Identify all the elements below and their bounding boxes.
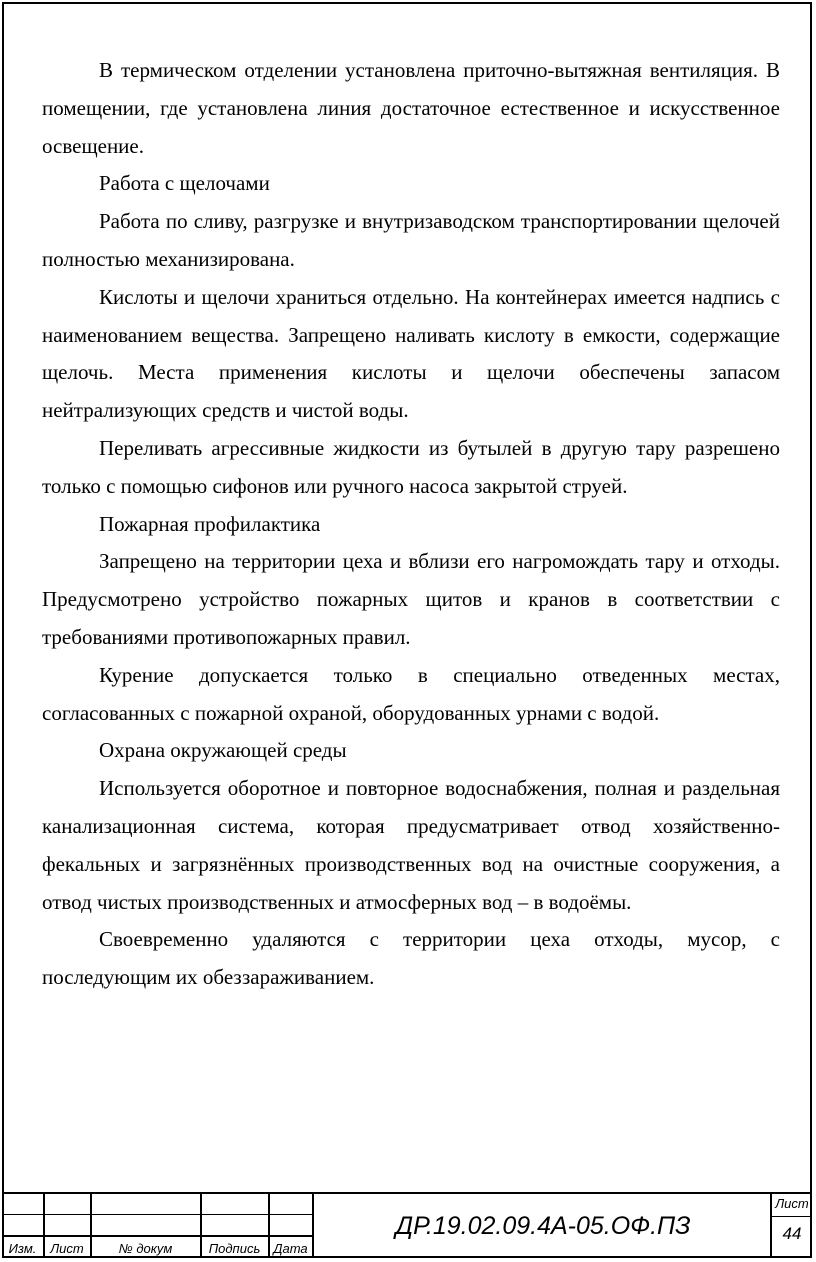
paragraph-waste-removal: Своевременно удаляются с территории цеха отходы, мусор, с последующим их обеззараживанием.	[42, 927, 780, 990]
paragraph-alkali-handling: Работа по сливу, разгрузке и внутризаводском транспортировании щелочей полностью механизирована.	[42, 209, 780, 271]
document-code: ДР.19.02.09.4А-05.ОФ.ПЗ	[395, 1211, 691, 1240]
column-label-date: Дата	[273, 1241, 308, 1256]
column-label-document-number: № докум	[118, 1241, 173, 1256]
column-label-signature: Подпись	[208, 1241, 261, 1256]
paragraph-acid-storage: Кислоты и щелочи храниться отдельно. На контейнерах имеется надпись с наименованием вещества. Запрещено наливать кислоту в емкости, содержащие щелочь. Места применения кислоты и щелочи обеспечены запасом нейтрализующих средств и чистой воды.	[42, 284, 780, 423]
paragraph-smoking: Курение допускается только в специально отведенных местах, согласованных с пожарной охраной, оборудованных урнами с водой.	[42, 662, 780, 725]
paragraph-liquid-transfer: Переливать агрессивные жидкости из бутылей в другую тару разрешено только с помощью сифонов или ручного насоса закрытой струей.	[42, 435, 780, 498]
section-heading-alkali: Работа с щелочами	[99, 171, 270, 196]
title-block	[2, 1192, 812, 1258]
column-label-change: Изм.	[8, 1241, 37, 1256]
sheet-label: Лист	[775, 1196, 809, 1211]
document-body	[42, 52, 780, 997]
column-label-sheet: Лист	[50, 1241, 84, 1256]
section-heading-environment: Охрана окружающей среды	[99, 738, 347, 763]
paragraph-ventilation: В термическом отделении установлена приточно-вытяжная вентиляция. В помещении, где установлена линия достаточное естественное и искусственное освещение.	[42, 58, 780, 158]
section-heading-fire-prevention: Пожарная профилактика	[99, 511, 321, 536]
paragraph-fire-equipment: Запрещено на территории цеха и вблизи его нагромождать тару и отходы. Предусмотрено устройство пожарных щитов и кранов в соответствии с требованиями противопожарных правил.	[42, 549, 780, 649]
paragraph-water-supply: Используется оборотное и повторное водоснабжения, полная и раздельная канализационная система, которая предусматривает отвод хозяйственно-фекальных и загрязнённых производственных вод на очистные сооружения, а отвод чистых производственных и атмосферных вод – в водоёмы.	[42, 776, 780, 914]
sheet-number: 44	[782, 1224, 802, 1243]
